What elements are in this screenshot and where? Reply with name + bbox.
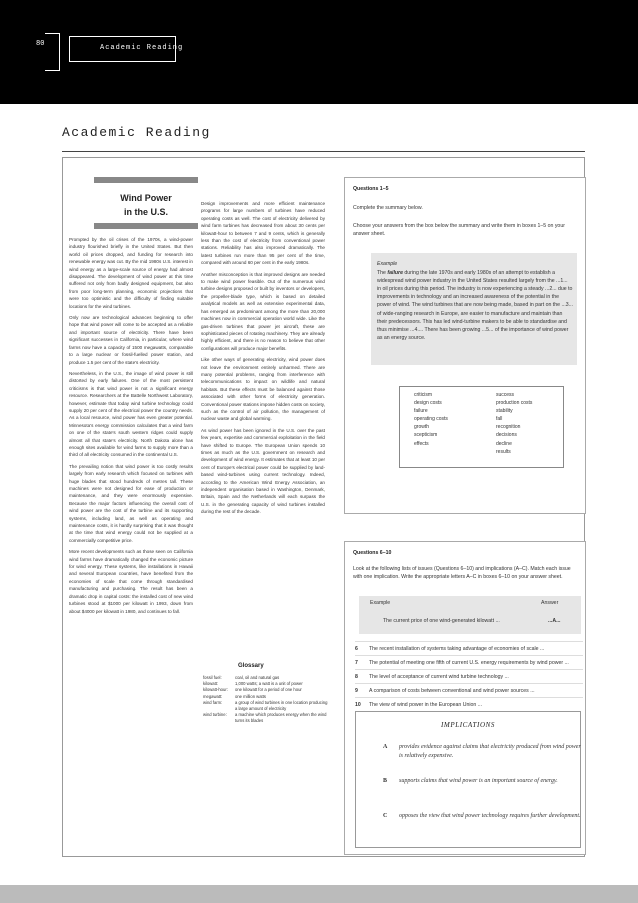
- paragraph: Another misconception is that improved designs are needed to make wind power feasible. Out of the numerous wind turbine designs proposed or built by inventors or developers, the propeller-blade type, which is based on detailed analytical models as well as extensive experimental data, has emerged as predominant among the more than 20,000 machines now in commercial operation world wide. Like the gas-driven turbines that power jet aircraft, these are sophisticated pieces of rotating machinery. They are already highly efficient, and there is no reason to believe that other configurations will produce major benefits.: [201, 271, 325, 351]
- word-option: operating costs: [414, 416, 448, 423]
- q1-instruction-2: Choose your answers from the box below the summary and write them in boxes 1–5 on your answer sheet.: [353, 223, 565, 237]
- issue-text: A comparison of costs between conventional and wind power sources ...: [369, 687, 535, 694]
- glossary-list: [203, 675, 328, 725]
- answer-label: Answer: [541, 600, 559, 606]
- questions-1-5-heading: Questions 1–5: [353, 186, 389, 192]
- implication-letter: C: [383, 813, 388, 819]
- issues-list: [355, 641, 583, 711]
- implication-text: supports claims that wind power is an important source of energy.: [399, 778, 558, 784]
- paragraph: Nevertheless, in the U.S., the image of wind power is still distorted by early failures. One of the most persistent criticisms is that wind power is not a significant energy resource. Researchers at the Battelle Northwest Laboratory, however, estimate that today wind turbine technology could supply 20 per cent of the electrical power the country needs. As a local resource, wind power has even greater potential. Minnesota's energy commission calculates that a wind farm on one of the state's south western ridges could supply almost all that state's electricity. North Dakota alone has enough sites available for wind farms to supply more than a third of all electricity consumed in the continental U.S.: [69, 370, 193, 458]
- word-list-right: [496, 391, 532, 456]
- running-title: Academic Reading: [100, 44, 184, 52]
- paragraph: Prompted by the oil crises of the 1970s, a wind-power industry flourished briefly in the United States. But then world oil prices dropped, and funding for research into renewable energy was cut. By the mid 1980s U.S. interest in wind energy as a large-scale source of energy had almost disappeared. The development of wind power at this time suffered not only from badly designed equipment, but also from poor long-term planning, economic projections that were too optimistic and the difficulty of finding suitable locations for the wind turbines.: [69, 237, 193, 309]
- paragraph: Only now are technological advances beginning to offer hope that wind power will come to be accepted as a reliable and important source of electricity. There have been significant successes in California, in particular, where wind farms now have a capacity of 1500 megawatts, comparable to a large nuclear or fossil-fuelled power station, and produce 1.5 per cent of the state's electricity.: [69, 315, 193, 365]
- word-option: results: [496, 448, 511, 455]
- summary-text: [377, 260, 573, 342]
- word-option: success: [496, 392, 515, 398]
- implication-item: [383, 777, 583, 786]
- glossary-term: fossil fuel:: [203, 675, 222, 680]
- word-option: recognition: [496, 424, 521, 431]
- word-option: scepticism: [414, 432, 438, 439]
- glossary-definition: coal, oil and natural gas: [235, 675, 280, 680]
- example-label: Example: [377, 261, 398, 267]
- word-option: decisions: [496, 432, 517, 439]
- issue-item: [355, 655, 583, 669]
- example-label: Example: [370, 600, 391, 606]
- issue-number: 8: [355, 673, 358, 680]
- issue-number: 10: [355, 701, 361, 708]
- bottom-band: [0, 885, 638, 903]
- questions-6-10-heading: Questions 6–10: [353, 550, 392, 556]
- glossary-title: Glossary: [238, 663, 264, 669]
- summary-body: during the late 1970s and early 1980s of an attempt to establish a widespread wind power industry in the United States resulted largely from the ...1... in oil prices during this period. The industry is now experiencing a steady ...2... due to improvements in technology and an increased awareness of the potential in the power of wind. The wind turbines that are now being made, based in part on the ...3... of wide-ranging research in Europe, are easier to manufacture and maintain than their predecessors. This has led wind-turbine makers to be able to standardise and thus minimise ...4.... There has been growing ...5... of the importance of wind power as an energy source.: [377, 270, 573, 341]
- paragraph: Like other ways of generating electricity, wind power does not leave the environment entirely unharmed. There are many potential problems, ranging from interference with telecommunications to impact on wildlife and natural habitats. But these effects must be balanced against those associated with other forms of electricity generation. Conventional power stations impose hidden costs on society, such as the control of air pollution, the management of nuclear waste and global warming.: [201, 357, 325, 422]
- page-bracket: [45, 33, 60, 71]
- word-option: design costs: [414, 400, 442, 407]
- word-option: failure: [414, 408, 428, 415]
- title-bar-bottom: [94, 223, 198, 229]
- paragraph: More recent developments such as those seen on California wind farms have dramatically changed the economic picture for wind energy. These systems, like installations in Hawaii and several European countries, have benefited from the economies of scale that come through standardised manufacturing and purchasing. The result has been a dramatic drop in capital costs: the installed cost of new wind turbines stood at $1000 per kilowatt in 1993, down from about $4000 per kilowatt in 1980, and continues to fall.: [69, 549, 193, 614]
- example-text: The current price of one wind-generated kilowatt ...: [383, 618, 500, 624]
- word-option: production costs: [496, 400, 533, 407]
- passage-column-1: [69, 236, 193, 619]
- glossary-definition: a machine which produces energy when the wind turns its blades: [235, 712, 327, 724]
- implications-title: IMPLICATIONS: [441, 721, 495, 729]
- glossary-term: wind turbine:: [203, 712, 227, 718]
- word-option: stability: [496, 408, 513, 415]
- implication-letter: B: [383, 778, 388, 784]
- implication-item: [383, 812, 583, 821]
- glossary-entry: [203, 700, 328, 712]
- summary-prefix: The: [377, 270, 388, 277]
- glossary-term: kilowatt:: [203, 681, 219, 687]
- passage-title-line1: Wind Power: [120, 193, 172, 203]
- glossary-term: wind farm:: [203, 699, 223, 705]
- section-title: Academic Reading: [62, 125, 211, 140]
- example-answer: ...A...: [548, 618, 561, 624]
- page-number: 80: [36, 40, 45, 48]
- word-option: fall: [496, 416, 503, 423]
- glossary-definition: 1,000 watts; a watt is a unit of power: [235, 681, 303, 687]
- paragraph: Design improvements and more efficient maintenance programs for large numbers of turbines have reduced operating costs as well. The cost of electricity delivered by wind farm turbines has decreased from about 30 cents per kilowatt-hour to between 7 and 9 cents, which is generally less than the cost of electricity from conventional power stations. Reliability has also improved dramatically. The latest turbines run more than 95 per cent of the time, compared with around 60 per cent in the early 1980s.: [201, 201, 325, 266]
- q1-instruction-1: Complete the summary below.: [353, 205, 423, 211]
- issue-text: The potential of meeting one fifth of current U.S. energy requirements by wind power ...: [369, 659, 569, 666]
- word-option: criticism: [414, 392, 433, 398]
- glossary-term: kilowatt-hour:: [203, 687, 228, 693]
- issue-item: [355, 641, 583, 655]
- paragraph: The prevailing notion that wind power is too costly results largely from early research which focused on turbines with huge blades that stood hundreds of metres tall. These machines were not designed for ease of production or maintenance, and they were enormously expensive. Because the major factors influencing the overall cost of wind power are the cost of the turbine and its supporting systems, including land, as well as operating and maintenance costs, it is hardly surprising that it was thought at the time that wind energy could not be supplied at a commercially competitive price.: [69, 463, 193, 543]
- issue-number: 7: [355, 659, 358, 666]
- issue-number: 6: [355, 645, 358, 652]
- glossary-definition: one kilowatt for a period of one hour: [235, 687, 302, 693]
- glossary-definition: one million watts: [235, 693, 266, 699]
- paragraph: As wind power has been ignored in the U.S. over the past few years, expertise and commercial exploitation in the field have shifted to Europe. The European Union spends 10 times as much as the U.S. government on research and development of wind energy. It estimates that at least 10 per cent of Europe's electrical power could be supplied by land-based wind-turbines using current technology. Indeed, according to the American Wind Energy Association, an independent organisation based in Washington, Denmark, Britain, Spain and the Netherlands will each surpass the U.S. in the generating capacity of wind turbines installed during the rest of the decade.: [201, 427, 325, 515]
- issue-item: [355, 697, 583, 711]
- passage-title-line2: in the U.S.: [123, 207, 168, 217]
- issue-text: The level of acceptance of current wind turbine technology ...: [369, 673, 509, 680]
- issue-item: [355, 669, 583, 683]
- word-list-left: [414, 391, 448, 448]
- glossary-definition: a group of wind turbines in one location producing a large amount of electricity: [235, 699, 328, 712]
- title-bar-top: [94, 177, 198, 183]
- word-option: effects: [414, 440, 429, 447]
- implication-item: [383, 743, 583, 761]
- issue-text: The view of wind power in the European Union ...: [369, 701, 483, 708]
- issue-number: 9: [355, 687, 358, 694]
- implication-text: provides evidence against claims that electricity produced from wind power is relatively expensive.: [399, 744, 581, 759]
- word-option: decline: [496, 440, 512, 447]
- issue-item: [355, 683, 583, 697]
- section-rule: [62, 151, 585, 152]
- issue-text: The recent installation of systems taking advantage of economies of scale ...: [369, 645, 545, 652]
- passage-column-2: [201, 200, 325, 520]
- implication-letter: A: [383, 744, 388, 750]
- q2-instruction: Look at the following lists of issues (Questions 6–10) and implications (A–C). Match each issue with one implication. Write the appropriate letters A–C in boxes 6–10 on your answer sheet.: [353, 566, 571, 580]
- summary-example-word: failure: [387, 270, 403, 277]
- glossary-entry: [203, 712, 328, 724]
- word-option: growth: [414, 424, 430, 431]
- glossary-term: megawatt:: [203, 693, 223, 699]
- implication-text: opposes the view that wind power technology requires further development.: [399, 813, 581, 819]
